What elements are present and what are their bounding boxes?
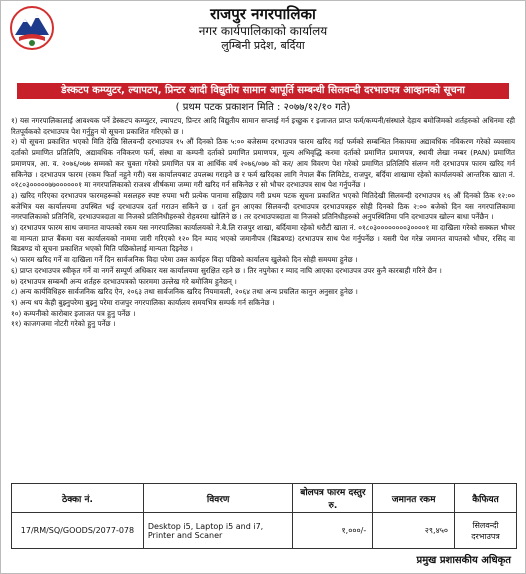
notice-paragraph: ३) खरिद गरिएका दरभाउपत्र फारमहरूको मसलहरु स्पष्ट रुपमा भरी प्रत्येक पानामा सहिछाप गरी प्रथम पटक सूचना प्रकाशित भएको मितिदेखी सिलवन्दी दरभाउपत्र १६ औं दिनको ठिक १२:०० बजेभित्र यस कार्यालयमा उपस्थित भई दरभाउपत्र दर्ता गराउन सकिने छ । दर्ता हुन आएका सिलवन्दी दरभाउपत्र दरभाउपत्रहरु सोही दिनको ठिक २:०० बजेको दिन यस नगरपालिकामा नगरपालिकाको प्रतिनिधि, दरभाउपत्रदाता वा निजको प्रतिनिधीहरुको रोहवरमा खोलिने छ । तर दरभाउपत्रदाता वा निजको प्रतिनिधीहरुको अनुपस्थितिमा पनि दरभाउपत्र खोल्न बाधा पर्नेछैन । — [11, 190, 515, 222]
office-address: लुम्बिनी प्रदेश, बर्दिया — [221, 39, 305, 52]
notice-paragraph: २) यो सूचना प्रकाशित भएको मिति देखि सिलवन्दी दरभाउपत्र १५ औं दिनको ठिक ५:०० बजेसम्म दरभाउपत्र फारम खरिद गर्दा फर्मको सम्बन्धित निकायमा अद्यावधिक नविकरण गरेको व्यवसाय दर्ताको प्रमाणित प्रतिलिपि, अद्यावधिक नविकरण फर्म, संस्था वा कम्पनी दर्ताको प्रमाणित प्रमाणपत्र, मूल्य अभिवृद्धि करमा दर्ताको प्रमाणित प्रमाणपत्र, स्थायी लेखा नम्बर (PAN) प्रमाणित प्रमाणपत्र, आ. व. २०७६/०७७ सम्मको कर चुक्ता गरेको प्रमाणित पत्र वा आर्थिक वर्ष २०७६/०७७ को कर/ आय विवरण पेश गरेको प्रमाणित प्रतिलिपि संलग्न गरी दरभाउपत्र फारम खरिद गर्न सकिनेछ । दरभाउपत्र फारम (रकम फिर्ता नहुने गरी) यस कार्यालयबाट उपलब्ध गराइने छ र फर्म खरिदका लागि नेपाल बैंक लिमिटेड, राजपुर, बर्दिया शाखामा रहेको कार्यालयको आन्तरिक खाता नं. ०१८०३०००००७७००००००१ मा नगरपालिकाको राजश्व शीर्षकमा जम्मा गरी खरिद गर्न सकिनेछ र सो भौचर दरभाउपत्र साथ पेश गर्नुपर्नेछ । — [11, 137, 515, 190]
notice-title-banner: डेस्कटप कम्प्युटर, ल्यापटप, प्रिन्टर आदी विद्युतीय सामान आपूर्ति सम्बन्धी सिलवन्दी दरभाउपत्र आव्हानको सूचना — [17, 83, 509, 99]
notice-paragraph: ११) काजगजमा नोटरी गरेको हुनु पर्नेछ । — [11, 319, 116, 329]
signature-title: प्रमुख प्रशासकीय अधिकृत — [416, 555, 511, 566]
notice-paragraph: ६) प्राप्त दरभाउपत्र स्वीकृत गर्ने वा नगर्ने सम्पूर्ण अधिकार यस कार्यालयमा सुरक्षित रहने छ । तिर नपुगेका र म्याद नाघि आएका दरभाउपत्र उपर कुनै कारबाही गरिने छैन । — [11, 265, 442, 275]
notice-paragraph: १) यस नगरपालिकालाई आवश्यक पर्ने डेस्कटप कम्प्युटर, ल्यापटप, प्रिन्टर आदि विद्युतीय सामान सप्लाई गर्न इच्छुक र इजाजत प्राप्त फर्म/कम्पनी/संस्थाले देहाय बमोजिमको शर्तहरुको अधिनमा रही रितपूर्वकको दरभाउपत्र पेश गर्नुहुन यो सूचना प्रकाशित गरिएको छ । — [11, 116, 515, 136]
office-header — [1, 5, 525, 53]
col-header-security-amount: जमानत रकम — [373, 484, 455, 513]
form-fee-cell: १,०००/- — [293, 513, 373, 549]
office-name: नगर कार्यपालिकाको कार्यालय — [198, 24, 328, 38]
first-published-date: ( प्रथम पटक प्रकाशन मिति : २०७७/१२/१० गते) — [175, 102, 351, 113]
col-header-description: विवरण — [143, 484, 293, 513]
notice-paragraph: १०) कम्पनीको कारोबार इजाजत पत्र हुनु पर्नेछ । — [11, 308, 136, 318]
col-header-form-fee: बोलपत्र फारम दस्तुर रु. — [293, 484, 373, 513]
notice-paragraph: ५) फारम खरिद गर्ने वा दाखिला गर्ने दिन सार्वजनिक विदा परेमा उक्त कार्यहरु विदा पछिको कार्यालय खुलेको दिन सोही समयमा हुनेछ । — [11, 255, 358, 265]
notice-paragraph: ९) अन्य थप केही बुझ्नुपरेमा बुझ्नु परेमा राजपुर नगरपालिका कार्यालय समयभित्र सम्पर्क गर्न सकिनेछ । — [11, 297, 275, 307]
notice-body — [11, 116, 515, 330]
tender-table — [11, 483, 517, 549]
contract-no-cell: 17/RM/SQ/GOODS/2077-078 — [12, 513, 144, 549]
table-row — [12, 513, 517, 549]
description-cell: Desktop i5, Laptop i5 and i7, Printer and Scaner — [143, 513, 293, 549]
security-amount-cell: २९,४५० — [373, 513, 455, 549]
col-header-remarks: कैफियत — [455, 484, 517, 513]
municipality-name: राजपुर नगरपालिका — [210, 5, 316, 23]
notice-paragraph: ४) दरभाउपत्र फारम साथ जमानत वापतको रकम यस नगरपालिका कार्यालयको ने.बै.लि राजपुर शाखा, बर्दियामा रहेको धरौटी खाता नं. ०१८०३००००००००३००००१ मा दाखिला गरेको सक्कल भौचर वा मान्यता प्राप्त बैंकमा यस कार्यालयको नाममा जारी गरिएको १२० दिन म्याद भएको जमानीपत्र (बिडबण्ड) दरभाउपत्र साथ पेश गर्नुपर्नेछ । यसरी पेश गरेन्न जमानत वापतको भौचर, रसिद वा बिडबण्ड यो सूचना प्रकाशित भएको मिति पछिकोलाई मान्यता दिइनेछ । — [11, 223, 515, 254]
table-header-row — [12, 484, 517, 513]
col-header-contract-no: ठेक्का नं. — [12, 484, 144, 513]
remarks-cell: सिलवन्दी दरभाउपत्र — [455, 513, 517, 549]
notice-paragraph: ८) अन्य कार्यविधिहरु सार्वजनिक खरिद ऐन, २०६३ तथा सार्वजनिक खरिद नियमावली, २०६४ तथा अन्य प्रचलित कानुन अनुसार हुनेछ । — [11, 287, 358, 297]
notice-paragraph: ७) दरभाउपत्र सम्बन्धी अन्य शर्तहरु दरभाउपत्रको फारममा उल्लेख गरे बमोजिम हुनेछन् । — [11, 276, 237, 286]
